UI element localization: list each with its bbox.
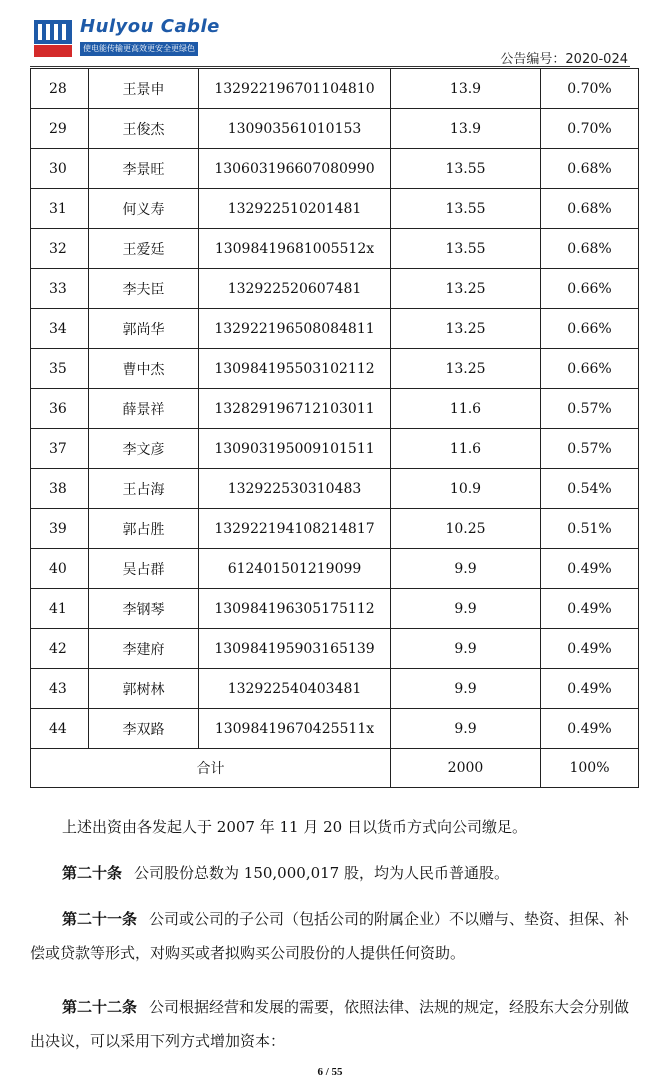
shareholding-ratio: 0.68% (541, 189, 639, 229)
shareholder-name: 李景旺 (89, 149, 199, 189)
id-number: 130984196305175112 (199, 589, 391, 629)
id-number: 132922520607481 (199, 269, 391, 309)
company-logo (32, 14, 220, 64)
table-row (31, 109, 639, 149)
table-row (31, 309, 639, 349)
article-20-heading: 第二十条 (62, 864, 123, 882)
page-number: 6 / 55 (317, 1066, 343, 1078)
shareholder-name: 郭占胜 (89, 509, 199, 549)
shareholder-name: 李建府 (89, 629, 199, 669)
id-number: 132922540403481 (199, 669, 391, 709)
article-21-heading: 第二十一条 (62, 910, 138, 928)
row-number: 36 (31, 389, 89, 429)
row-number: 39 (31, 509, 89, 549)
table-row (31, 349, 639, 389)
shareholding-ratio: 0.49% (541, 549, 639, 589)
id-number: 130603196607080990 (199, 149, 391, 189)
contribution-amount: 10.9 (391, 469, 541, 509)
total-ratio: 100% (541, 749, 639, 788)
contribution-amount: 13.9 (391, 69, 541, 109)
header-divider (30, 66, 630, 67)
contribution-amount: 9.9 (391, 629, 541, 669)
row-number: 42 (31, 629, 89, 669)
shareholder-name: 李夫臣 (89, 269, 199, 309)
contribution-amount: 9.9 (391, 669, 541, 709)
article-22-heading: 第二十二条 (62, 998, 138, 1016)
article-20 (30, 856, 630, 890)
row-number: 43 (31, 669, 89, 709)
shareholder-name: 王占海 (89, 469, 199, 509)
table-row (31, 149, 639, 189)
table-row (31, 389, 639, 429)
id-number: 130903561010153 (199, 109, 391, 149)
row-number: 41 (31, 589, 89, 629)
capital-contribution-paragraph: 上述出资由各发起人于 2007 年 11 月 20 日以货币方式向公司缴足。 (62, 818, 527, 836)
shareholding-ratio: 0.70% (541, 69, 639, 109)
shareholder-name: 何义寿 (89, 189, 199, 229)
shareholding-ratio: 0.66% (541, 309, 639, 349)
contribution-amount: 10.25 (391, 509, 541, 549)
table-row (31, 229, 639, 269)
table-row (31, 629, 639, 669)
article-22-text: 公司根据经营和发展的需要，依照法律、法规的规定，经股东大会分别做出决议，可以采用下列方式增加资本： (30, 998, 630, 1050)
row-number: 30 (31, 149, 89, 189)
contribution-amount: 9.9 (391, 549, 541, 589)
contribution-amount: 13.9 (391, 109, 541, 149)
total-label: 合计 (31, 749, 391, 788)
row-number: 32 (31, 229, 89, 269)
row-number: 37 (31, 429, 89, 469)
contribution-amount: 13.25 (391, 309, 541, 349)
shareholding-ratio: 0.54% (541, 469, 639, 509)
logo-mark-icon (32, 18, 74, 58)
row-number: 38 (31, 469, 89, 509)
shareholding-ratio: 0.66% (541, 269, 639, 309)
contribution-amount: 13.55 (391, 149, 541, 189)
id-number: 130984195903165139 (199, 629, 391, 669)
table-row (31, 549, 639, 589)
contribution-amount: 13.55 (391, 229, 541, 269)
row-number: 34 (31, 309, 89, 349)
shareholding-ratio: 0.70% (541, 109, 639, 149)
shareholder-name: 王俊杰 (89, 109, 199, 149)
table-row (31, 469, 639, 509)
table-row (31, 429, 639, 469)
contribution-amount: 11.6 (391, 389, 541, 429)
table-row (31, 509, 639, 549)
shareholding-ratio: 0.68% (541, 229, 639, 269)
shareholding-ratio: 0.49% (541, 629, 639, 669)
article-20-text: 公司股份总数为 150,000,017 股，均为人民币普通股。 (134, 864, 509, 882)
total-amount: 2000 (391, 749, 541, 788)
contribution-amount: 13.25 (391, 269, 541, 309)
contribution-amount: 11.6 (391, 429, 541, 469)
id-number: 132922196508084811 (199, 309, 391, 349)
page-header (0, 0, 660, 70)
shareholding-ratio: 0.68% (541, 149, 639, 189)
id-number: 13098419681005512x (199, 229, 391, 269)
row-number: 35 (31, 349, 89, 389)
shareholder-name: 王景申 (89, 69, 199, 109)
contribution-amount: 13.55 (391, 189, 541, 229)
shareholder-name: 郭树林 (89, 669, 199, 709)
table-row (31, 589, 639, 629)
id-number: 132922530310483 (199, 469, 391, 509)
table-row (31, 269, 639, 309)
shareholder-name: 王爱廷 (89, 229, 199, 269)
id-number: 612401501219099 (199, 549, 391, 589)
shareholder-table (30, 68, 639, 788)
id-number: 13098419670425511x (199, 709, 391, 749)
table-row (31, 69, 639, 109)
table-row (31, 669, 639, 709)
article-22 (30, 990, 630, 1058)
shareholder-name: 薛景祥 (89, 389, 199, 429)
contribution-amount: 9.9 (391, 589, 541, 629)
table-row (31, 189, 639, 229)
row-number: 29 (31, 109, 89, 149)
table-total-row (31, 749, 639, 788)
id-number: 130984195503102112 (199, 349, 391, 389)
contribution-amount: 9.9 (391, 709, 541, 749)
row-number: 33 (31, 269, 89, 309)
shareholder-name: 吴占群 (89, 549, 199, 589)
id-number: 132922196701104810 (199, 69, 391, 109)
row-number: 31 (31, 189, 89, 229)
id-number: 132922194108214817 (199, 509, 391, 549)
id-number: 130903195009101511 (199, 429, 391, 469)
logo-brand-text: Hulyou Cable (80, 16, 220, 37)
announcement-number: 公告编号：2020-024 (500, 52, 628, 67)
shareholding-ratio: 0.57% (541, 389, 639, 429)
row-number: 40 (31, 549, 89, 589)
shareholder-name: 李文彦 (89, 429, 199, 469)
shareholding-ratio: 0.49% (541, 709, 639, 749)
row-number: 28 (31, 69, 89, 109)
shareholding-ratio: 0.51% (541, 509, 639, 549)
shareholding-ratio: 0.49% (541, 669, 639, 709)
id-number: 132829196712103011 (199, 389, 391, 429)
article-21 (30, 902, 630, 970)
contribution-amount: 13.25 (391, 349, 541, 389)
table-row (31, 709, 639, 749)
article-21-text: 公司或公司的子公司（包括公司的附属企业）不以赠与、垫资、担保、补偿或贷款等形式，对购买或者拟购买公司股份的人提供任何资助。 (30, 910, 630, 962)
id-number: 132922510201481 (199, 189, 391, 229)
shareholder-name: 郭尚华 (89, 309, 199, 349)
shareholder-name: 曹中杰 (89, 349, 199, 389)
shareholder-name: 李钢琴 (89, 589, 199, 629)
shareholding-ratio: 0.49% (541, 589, 639, 629)
shareholding-ratio: 0.57% (541, 429, 639, 469)
shareholder-name: 李双路 (89, 709, 199, 749)
row-number: 44 (31, 709, 89, 749)
logo-tagline: 使电能传输更高效更安全更绿色 (80, 42, 198, 56)
shareholder-table-body (31, 69, 639, 749)
shareholding-ratio: 0.66% (541, 349, 639, 389)
